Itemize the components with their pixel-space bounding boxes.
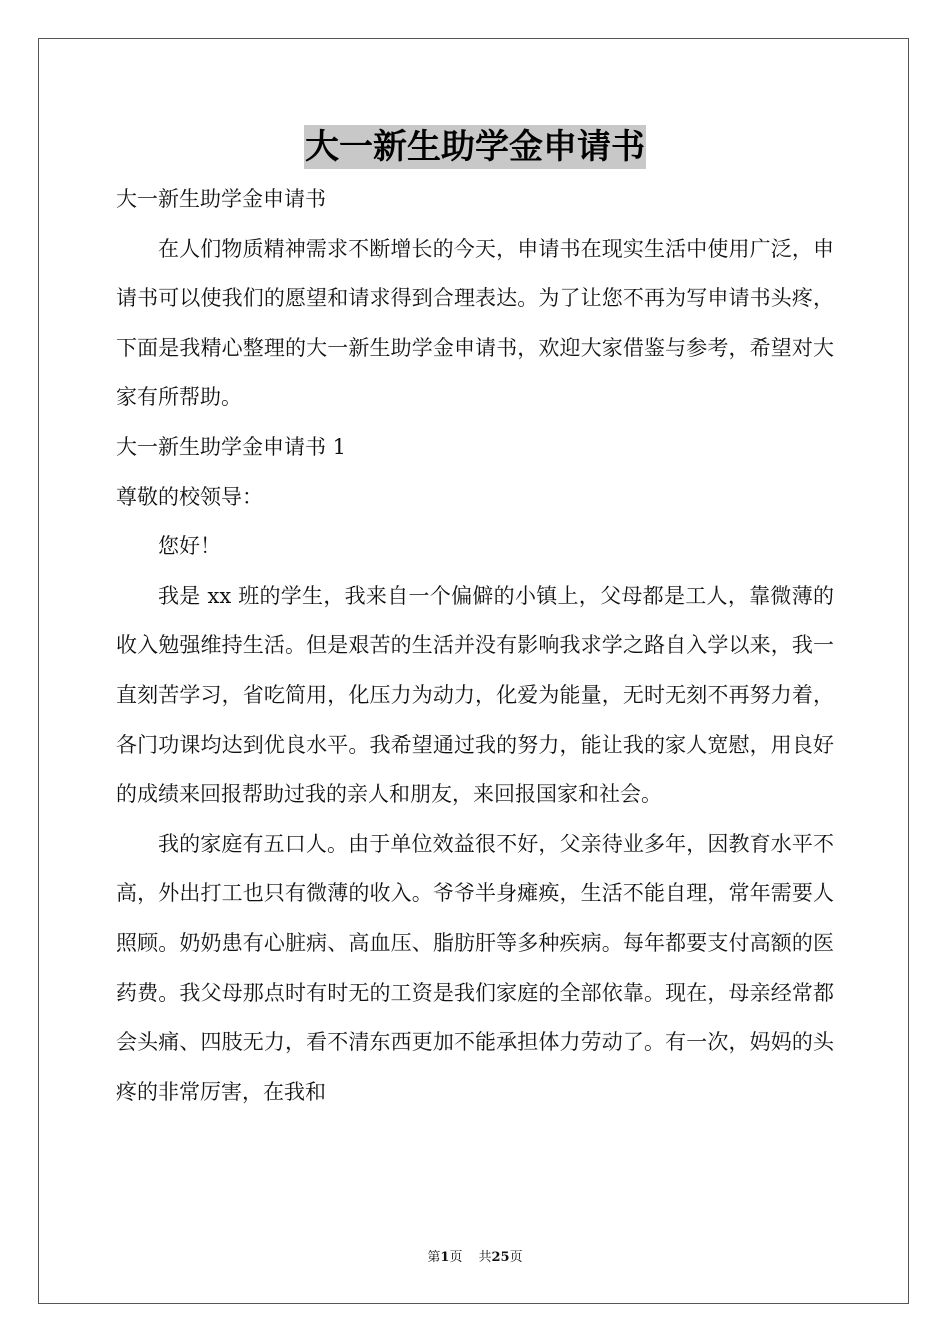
document-body [116, 175, 834, 1117]
paragraph-3: 尊敬的校领导： [116, 484, 263, 509]
title-container [0, 125, 950, 169]
paragraph-1: 在人们物质精神需求不断增长的今天，申请书在现实生活中使用广泛，申请书可以使我们的愿望和请求得到合理表达。为了让您不再为写申请书头疼，下面是我精心整理的大一新生助学金申请书，欢迎大家借鉴与参考，希望对大家有所帮助。 [116, 236, 834, 410]
page-total: 25 [491, 1250, 510, 1265]
page-suffix: 页 [449, 1250, 463, 1265]
page-prefix: 第 [427, 1250, 441, 1265]
paragraph-2: 大一新生助学金申请书 1 [116, 434, 347, 459]
page-footer [0, 1246, 950, 1265]
document-title: 大一新生助学金申请书 [305, 127, 645, 167]
paragraph-0: 大一新生助学金申请书 [116, 187, 326, 211]
total-prefix: 共 [478, 1250, 492, 1265]
page-current: 1 [440, 1250, 450, 1265]
total-suffix: 页 [509, 1250, 523, 1265]
paragraph-5: 我是 xx 班的学生，我来自一个偏僻的小镇上，父母都是工人，靠微薄的收入勉强维持生活。但是艰苦的生活并没有影响我求学之路自入学以来，我一直刻苦学习，省吃简用，化压力为动力，化爱为能量，无时无刻不再努力着，各门功课均达到优良水平。我希望通过我的努力，能让我的家人宽慰，用良好的成绩来回报帮助过我的亲人和朋友，来回报国家和社会。 [116, 583, 834, 807]
paragraph-4: 您好！ [158, 534, 221, 559]
paragraph-6: 我的家庭有五口人。由于单位效益很不好，父亲待业多年，因教育水平不高，外出打工也只有微薄的收入。爷爷半身瘫痪，生活不能自理，常年需要人照顾。奶奶患有心脏病、高血压、脂肪肝等多种疾病。每年都要支付高额的医药费。我父母那点时有时无的工资是我们家庭的全部依靠。现在，母亲经常都会头痛、四肢无力，看不清东西更加不能承担体力劳动了。有一次，妈妈的头疼的非常厉害，在我和 [116, 831, 834, 1104]
